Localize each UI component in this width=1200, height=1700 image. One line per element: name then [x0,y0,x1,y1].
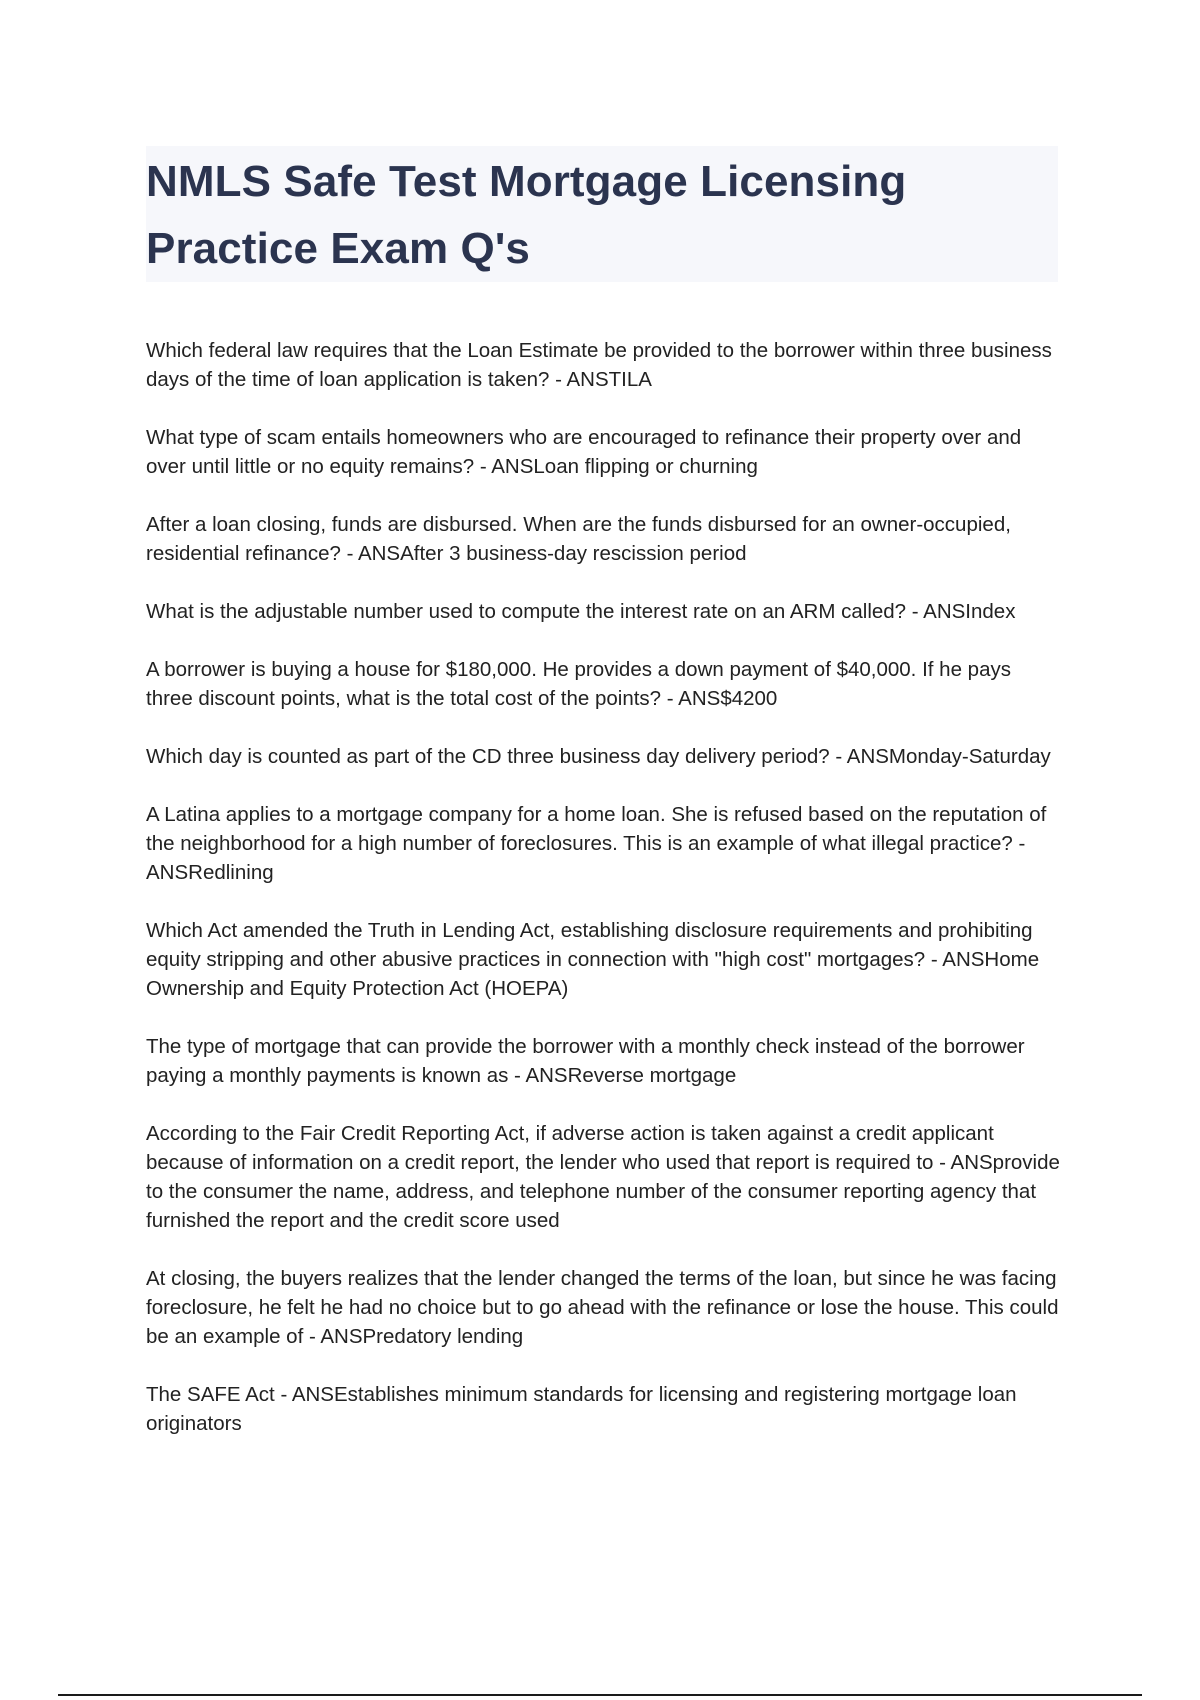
qa-list [146,336,1060,1467]
qa-item-11: At closing, the buyers realizes that the lender changed the terms of the loan, but since he was facing foreclosure, he felt he had no choice but to go ahead with the refinance or lose the house. This could be an example of - ANSPredatory lending [146,1267,1059,1348]
qa-item-8: Which Act amended the Truth in Lending Act, establishing disclosure requirements and prohibiting equity stripping and other abusive practices in connection with "high cost" mortgages? - ANSHome Ownership and Equity Protection Act (HOEPA) [146,919,1040,1000]
qa-item-10: According to the Fair Credit Reporting Act, if adverse action is taken against a credit applicant because of information on a credit report, the lender who used that report is required to - ANSprovide to the consumer the name, address, and telephone number of the consumer reporting agency that furnished the report and the credit score used [146,1122,1060,1232]
title-banner [146,146,1058,282]
qa-item-4: What is the adjustable number used to compute the interest rate on an ARM called? - ANSIndex [146,600,1016,623]
qa-item-3: After a loan closing, funds are disbursed. When are the funds disbursed for an owner-occupied, residential refinance? - ANSAfter 3 business-day rescission period [146,513,1011,565]
qa-item-6: Which day is counted as part of the CD three business day delivery period? - ANSMonday-Saturday [146,745,1051,768]
qa-item-1: Which federal law requires that the Loan Estimate be provided to the borrower within three business days of the time of loan application is taken? - ANSTILA [146,339,1052,391]
qa-item-9: The type of mortgage that can provide the borrower with a monthly check instead of the borrower paying a monthly payments is known as - ANSReverse mortgage [146,1035,1025,1087]
qa-item-12: The SAFE Act - ANSEstablishes minimum standards for licensing and registering mortgage loan originators [146,1383,1017,1435]
qa-item-7: A Latina applies to a mortgage company for a home loan. She is refused based on the reputation of the neighborhood for a high number of foreclosures. This is an example of what illegal practice? - ANSRedlining [146,803,1047,884]
document-title: NMLS Safe Test Mortgage Licensing Practice Exam Q's [146,157,907,273]
qa-item-5: A borrower is buying a house for $180,000. He provides a down payment of $40,000. If he pays three discount points, what is the total cost of the points? - ANS$4200 [146,658,1011,710]
footer-divider [58,1694,1142,1696]
qa-item-2: What type of scam entails homeowners who are encouraged to refinance their property over and over until little or no equity remains? - ANSLoan flipping or churning [146,426,1022,478]
